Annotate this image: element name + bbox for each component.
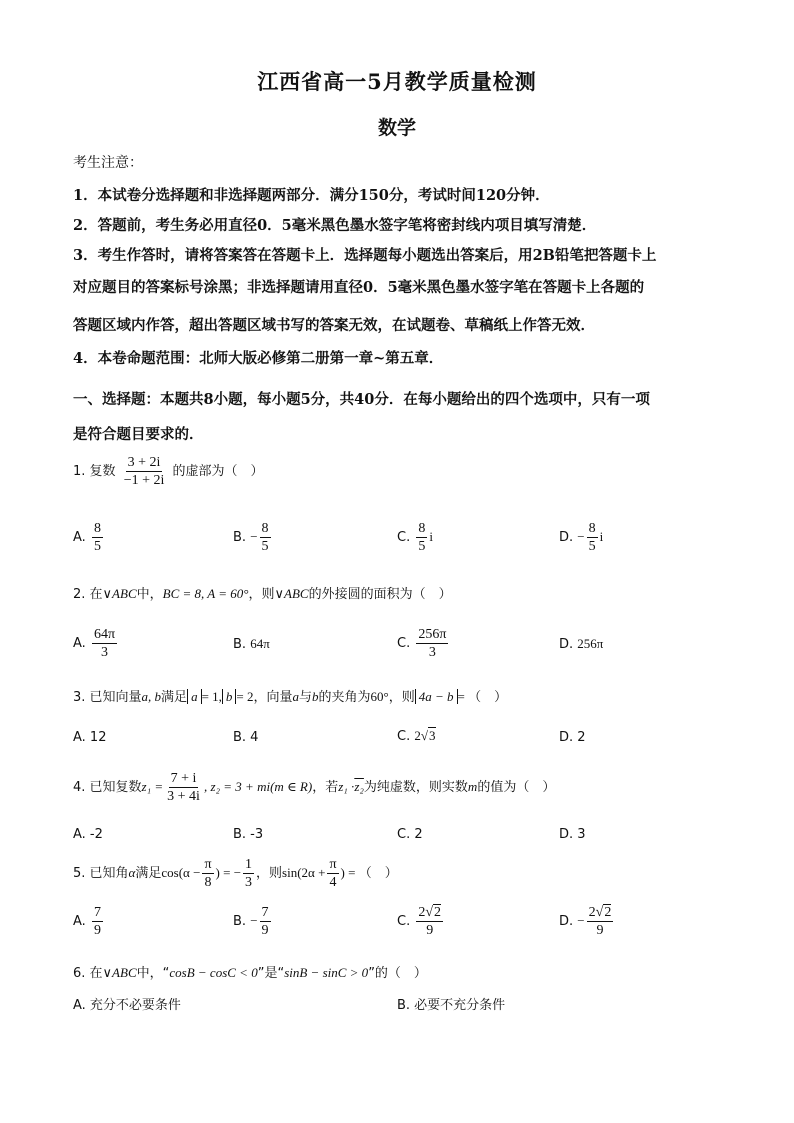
q2-option-c: C. $\frac{256\pi}{3}$	[397, 627, 447, 660]
q3-option-d: D. 2	[559, 730, 586, 745]
notice-item-3: 3．考生作答时，请将答案答在答题卡上．选择题每小题选出答案后，用2B铅笔把答题卡上	[73, 247, 657, 264]
q6-option-b: B. 必要不充分条件	[397, 998, 506, 1013]
question-2: 2. 在∨ABC中，BC = 8, A = 60°，则∨ABC的外接圆的面积为（ ）	[73, 586, 452, 602]
q2-option-b: B. 64π	[233, 636, 270, 652]
section-heading: 一、选择题：本题共8小题，每小题5分，共40分．在每小题给出的四个选项中，只有一项	[73, 391, 650, 408]
q1-option-c: C. $\frac{8}{5}$ i	[397, 521, 433, 554]
q4-option-b: B. -3	[233, 827, 264, 842]
notice-heading: 考生注意：	[73, 155, 143, 171]
question-1	[73, 454, 264, 489]
question-3: 3. 已知向量a, b满足 a = 1, b = 2，向量a与b的夹角为60°，则 4a − b = （ ）	[73, 689, 508, 705]
q4-option-c: C. 2	[397, 827, 423, 842]
question-6: 6. 在∨ABC中，“cosB − cosC < 0”是“sinB − sinC > 0”的（ ）	[73, 965, 427, 981]
q1-option-d: D. − $\frac{8}{5}$ i	[559, 521, 604, 554]
notice-item-3-cont: 对应题目的答案标号涂黑；非选择题请用直径0．5毫米黑色墨水签字笔在答题卡上各题的	[73, 279, 645, 296]
notice-item-3-cont2: 答题区域内作答，超出答题区域书写的答案无效，在试题卷、草稿纸上作答无效．	[73, 317, 595, 334]
question-5: 5. 已知角α满足cos(α − $\frac{\pi}{8}$ ) = − $\frac{1}{3}$ ，则sin(2α + $\frac{\pi}{4}$ ) = （ ）	[73, 857, 398, 890]
q5-option-c: C. $\frac{2√2}{9}$	[397, 905, 442, 938]
q1-fraction: $\frac{3 + 2i}{-1 + 2i}$	[123, 455, 165, 488]
q5-option-a: A. $\frac{7}{9}$	[73, 905, 101, 938]
q5-option-d: D. − $\frac{2√2}{9}$	[559, 905, 612, 938]
exam-title: 江西省高一5月教学质量检测	[257, 69, 537, 94]
notice-item-2: 2．答题前，考生务必用直径0．5毫米黑色墨水签字笔将密封线内项目填写清楚．	[73, 217, 597, 234]
q3-option-c: C. 2√3	[397, 728, 436, 744]
q4-option-d: D. 3	[559, 827, 586, 842]
q4-option-a: A. -2	[73, 827, 103, 842]
question-4: 4. 已知复数z₁ = $\frac{7 + i}{3 + 4i}$ , z₂ = 3 + mi(m ∈ R)，若z₁ ·z₂为纯虚数，则实数m的值为（ ）	[73, 771, 556, 804]
q3-option-a: A. 12	[73, 730, 107, 745]
q1-prefix: 1. 复数	[73, 464, 116, 479]
subject-title: 数学	[377, 117, 416, 139]
notice-item-1: 1．本试卷分选择题和非选择题两部分．满分150分，考试时间120分钟．	[73, 187, 550, 204]
q3-option-b: B. 4	[233, 730, 259, 745]
q2-option-a: A. $\frac{64\pi}{3}$	[73, 627, 116, 660]
q1-suffix: 的虚部为（ ）	[172, 464, 264, 479]
q6-option-a: A. 充分不必要条件	[73, 998, 181, 1013]
q1-option-b: B. − $\frac{8}{5}$	[233, 521, 269, 554]
q2-option-d: D. 256π	[559, 636, 604, 652]
q1-option-a: A. $\frac{8}{5}$	[73, 521, 101, 554]
section-heading-cont: 是符合题目要求的．	[73, 426, 204, 443]
q5-option-b: B. − $\frac{7}{9}$	[233, 905, 269, 938]
notice-item-4: 4．本卷命题范围：北师大版必修第二册第一章~第五章．	[73, 350, 444, 367]
